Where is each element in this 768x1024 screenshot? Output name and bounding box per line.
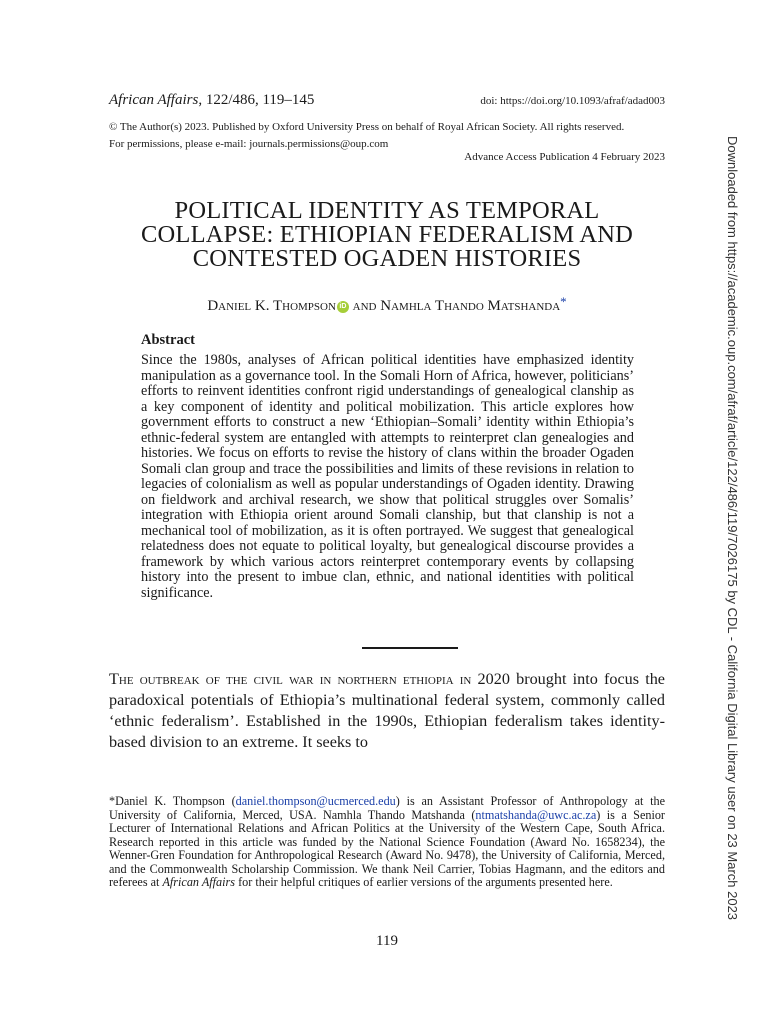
footnote-text-3: ) is a Senior Lecturer of International Relations and African Politics at the University of the Western Cape, South Africa. Research reported in this article was funded by the National Science Foundation (Award No. 1658234), the Wenner-Gren Foundation for Anthropological Research (Award No. 9478), the University of California, Merced, and the Commonwealth Scholarship Commission. We thank Neil Carrier, Tobias Hagmann, and the editors and referees at [109, 807, 665, 889]
title-line-1: POLITICAL IDENTITY AS TEMPORAL [174, 197, 600, 224]
footnote-text-1: Daniel K. Thompson ( [115, 794, 236, 808]
author-footnote [109, 795, 665, 890]
page-number: 119 [376, 933, 398, 949]
abstract-heading: Abstract [141, 332, 195, 348]
abstract-text: Since the 1980s, analyses of African political identities have emphasized identity manipulation as a governance tool. In the Somali Horn of Africa, however, politicians’ efforts to reinvent identities confront rigid understandings of genealogical clanship as a key component of identity and political mobilization. This article explores how government efforts to construct a new ‘Ethiopian–Somali’ identity within Ethiopia’s ethnic-federal system are entangled with attempts to reinterpret clan genealogies and histories. We focus on efforts to revise the history of clans within the broader Ogaden Somali clan group and trace the possibilities and limits of these revisions in relation to legacies of colonialism as well as popular understandings of Ogaden identity. Drawing on fieldwork and archival research, we show that political struggles over Somalis’ integration with Ethiopia orient around Somali clanship, but that clanship is not a mechanical tool of mobilization, as it is often portrayed. We suggest that genealogical relatedness does not equate to political loyalty, but genealogical discourse provides a framework by which various actors reinterpret contemporary events by collapsing history into the present to imbue clan, ethnic, and national identities with political significance. [141, 352, 634, 601]
copyright-block [109, 119, 669, 153]
author-line [109, 294, 665, 315]
article-title [109, 199, 665, 271]
title-line-3: CONTESTED OGADEN HISTORIES [192, 245, 582, 272]
title-line-2: COLLAPSE: ETHIOPIAN FEDERALISM AND [140, 221, 634, 248]
download-notice-sidebar [722, 136, 742, 921]
journal-name: African Affairs [109, 92, 199, 108]
footnote-journal-name: African Affairs [162, 875, 236, 889]
body-text: 2020 brought into focus the paradoxical potentials of Ethiopia’s multinational federal system, commonly called ‘ethnic federalism’. Established in the 1990s, Ethiopian federalism takes identity-based division to an extreme. It seeks to [109, 670, 665, 751]
author-connector: and [348, 298, 381, 314]
volume-pages: , 122/486, 119–145 [198, 92, 315, 108]
permissions-line: For permissions, please e-mail: journals.permissions@oup.com [109, 138, 389, 150]
advance-access-date: Advance Access Publication 4 February 2023 [464, 151, 665, 163]
body-lead-in: The outbreak of the civil war in northern ethiopia in [109, 670, 472, 688]
body-paragraph [109, 669, 665, 753]
email-link-2[interactable]: ntmatshanda@uwc.ac.za [475, 807, 597, 822]
author-name-1: Daniel K. Thompson [207, 298, 336, 314]
email-link-1[interactable]: daniel.thompson@ucmerced.edu [235, 794, 396, 808]
footnote-marker[interactable]: * [560, 294, 567, 309]
footnote-text-4: for their helpful critiques of earlier versions of the arguments presented here. [235, 875, 613, 889]
download-notice: Downloaded from https://academic.oup.com/afraf/article/122/486/119/7026175 by CDL - California Digital Library user on 23 March 2023 [725, 136, 740, 921]
footnote-text-2: ) is an Assistant Professor of Anthropology at the University of California, Merced, USA. Namhla Thando Matshanda ( [109, 794, 666, 822]
footnote-marker-text: * [109, 794, 116, 808]
journal-citation [109, 92, 314, 109]
doi-link[interactable]: doi: https://doi.org/10.1093/afraf/adad003 [480, 95, 665, 107]
copyright-line: © The Author(s) 2023. Published by Oxford University Press on behalf of Royal African Society. All rights reserved. [109, 121, 625, 133]
section-divider [362, 647, 458, 649]
author-name-2: Namhla Thando Matshanda [380, 298, 561, 314]
orcid-icon[interactable]: iD [337, 301, 349, 313]
